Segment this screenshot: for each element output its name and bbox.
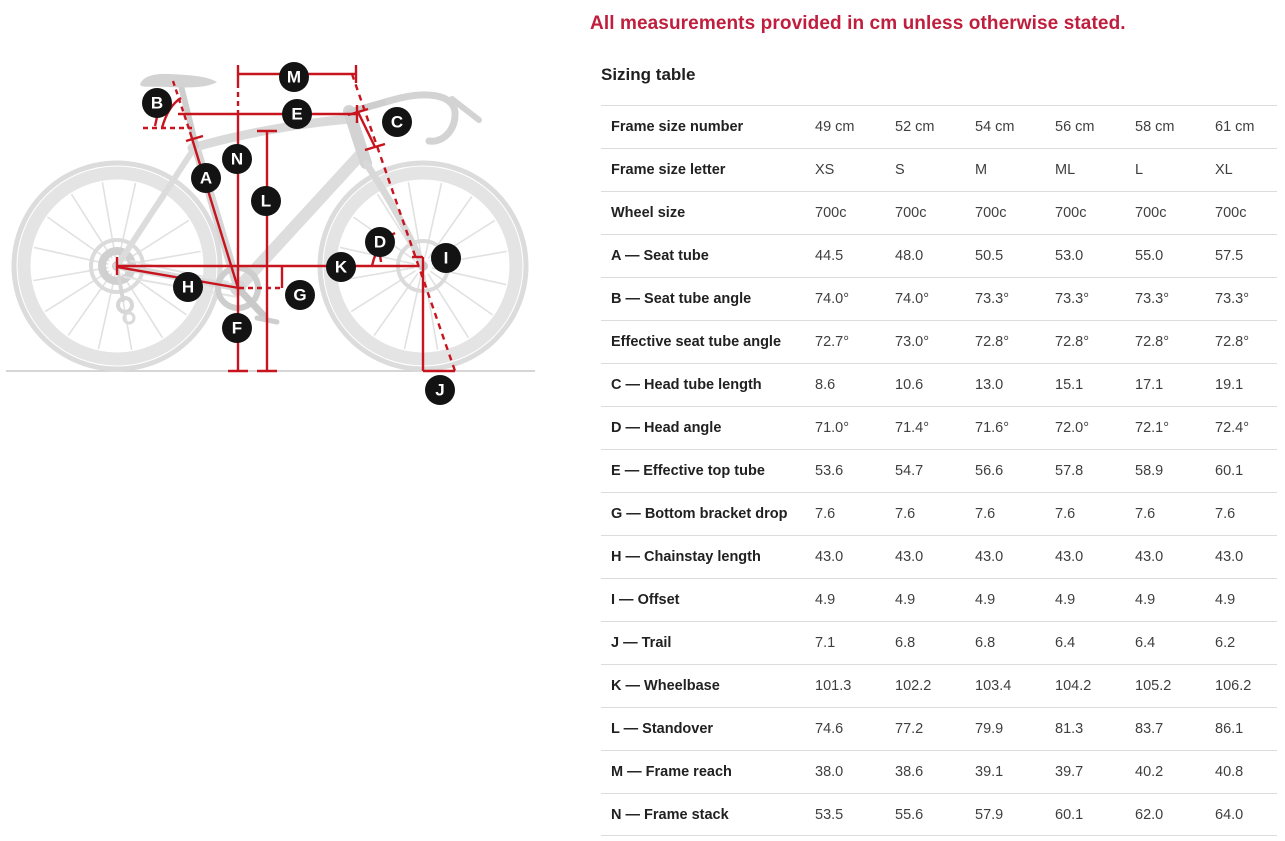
table-row <box>601 578 1277 621</box>
row-value: 57.5 <box>1215 248 1244 264</box>
row-value: 102.2 <box>895 678 932 694</box>
row-value: 53.5 <box>815 806 844 823</box>
row-label: Frame size number <box>611 119 744 135</box>
row-value: 10.6 <box>895 377 924 393</box>
row-label: L — Standover <box>611 721 714 737</box>
row-value: 53.0 <box>1055 248 1084 264</box>
row-value: 43.0 <box>895 549 924 565</box>
sizing-table-heading: Sizing table <box>601 65 696 84</box>
row-value: 72.8° <box>975 334 1010 350</box>
row-value: 72.4° <box>1215 420 1250 436</box>
row-value: 55.0 <box>1135 248 1164 264</box>
row-value: 83.7 <box>1135 721 1164 737</box>
row-value: 49 cm <box>815 119 855 135</box>
table-row <box>601 492 1277 535</box>
row-value: 54.7 <box>895 463 924 479</box>
svg-text:B: B <box>150 93 164 113</box>
row-label: G — Bottom bracket drop <box>611 506 788 522</box>
row-label: Frame size letter <box>611 162 726 178</box>
callout-H <box>173 272 203 302</box>
row-value: 61 cm <box>1215 119 1255 135</box>
row-value: 4.9 <box>1215 592 1236 608</box>
row-value: 56 cm <box>1055 119 1095 135</box>
table-row <box>601 277 1277 320</box>
row-value: XL <box>1215 162 1233 178</box>
row-value: 7.6 <box>1055 506 1076 522</box>
row-value: 52 cm <box>895 119 935 135</box>
row-value: 38.6 <box>895 764 924 780</box>
table-row <box>601 320 1277 363</box>
row-value: 55.6 <box>895 806 924 823</box>
table-row <box>601 363 1277 406</box>
table-row <box>601 750 1277 793</box>
row-value: ML <box>1055 162 1076 178</box>
row-value: 73.0° <box>895 334 930 350</box>
row-value: 7.1 <box>815 635 836 651</box>
table-row <box>601 406 1277 449</box>
row-value: 77.2 <box>895 721 924 737</box>
row-value: 103.4 <box>975 678 1012 694</box>
callout-I <box>431 243 461 273</box>
crank-arm <box>238 288 265 317</box>
svg-text:N: N <box>230 149 244 169</box>
callout-J <box>425 375 455 405</box>
row-value: 7.6 <box>895 506 916 522</box>
row-value: 6.4 <box>1055 635 1076 651</box>
row-value: 72.0° <box>1055 420 1090 436</box>
callout-B <box>142 88 172 118</box>
table-row <box>601 191 1277 234</box>
table-row <box>601 148 1277 191</box>
row-value: 106.2 <box>1215 678 1252 694</box>
row-label: D — Head angle <box>611 420 722 436</box>
row-value: 700c <box>1135 205 1167 221</box>
row-value: 4.9 <box>975 592 996 608</box>
callout-G <box>285 280 315 310</box>
row-value: 71.4° <box>895 420 930 436</box>
row-value: M <box>975 162 988 178</box>
callout-M <box>279 62 309 92</box>
row-value: 43.0 <box>1055 549 1084 565</box>
row-value: 43.0 <box>815 549 844 565</box>
callout-L <box>251 186 281 216</box>
table-row <box>601 793 1277 836</box>
svg-text:L: L <box>260 191 272 211</box>
row-value: 73.3° <box>1135 291 1170 307</box>
row-value: 101.3 <box>815 678 852 694</box>
table-row <box>601 621 1277 664</box>
row-value: 13.0 <box>975 377 1004 393</box>
row-value: 700c <box>975 205 1007 221</box>
row-value: 700c <box>895 205 927 221</box>
callout-D <box>365 227 395 257</box>
row-value: 79.9 <box>975 721 1004 737</box>
table-row <box>601 234 1277 277</box>
svg-text:F: F <box>231 318 243 338</box>
row-value: 72.1° <box>1135 420 1170 436</box>
row-value: 43.0 <box>1215 549 1244 565</box>
row-value: 74.0° <box>895 291 930 307</box>
table-row <box>601 707 1277 750</box>
sizing-table <box>601 105 1277 836</box>
row-value: 6.8 <box>895 635 916 651</box>
row-value: 7.6 <box>1215 506 1236 522</box>
svg-text:G: G <box>293 285 307 305</box>
row-label: Effective seat tube angle <box>611 334 782 350</box>
row-value: 700c <box>815 205 847 221</box>
row-label: Wheel size <box>611 205 686 221</box>
row-value: 7.6 <box>975 506 996 522</box>
row-label: H — Chainstay length <box>611 549 761 565</box>
row-label: E — Effective top tube <box>611 463 765 479</box>
row-value: 72.7° <box>815 334 850 350</box>
row-value: 64.0 <box>1215 806 1244 823</box>
row-value: 40.2 <box>1135 764 1164 780</box>
row-value: 8.6 <box>815 377 836 393</box>
row-value: 57.8 <box>1055 463 1084 479</box>
row-label: J — Trail <box>611 635 672 651</box>
row-value: 73.3° <box>975 291 1010 307</box>
row-label: A — Seat tube <box>611 248 709 264</box>
row-value: 19.1 <box>1215 377 1244 393</box>
row-value: 17.1 <box>1135 377 1164 393</box>
callout-A <box>191 163 221 193</box>
row-value: 6.4 <box>1135 635 1156 651</box>
callout-E <box>282 99 312 129</box>
table-row <box>601 449 1277 492</box>
row-value: 50.5 <box>975 248 1004 264</box>
row-value: 71.0° <box>815 420 850 436</box>
row-value: 700c <box>1055 205 1087 221</box>
row-value: 71.6° <box>975 420 1010 436</box>
row-value: 53.6 <box>815 463 844 479</box>
row-value: 81.3 <box>1055 721 1084 737</box>
bike-geometry-diagram <box>0 0 585 460</box>
row-value: 7.6 <box>815 506 836 522</box>
row-label: I — Offset <box>611 592 680 608</box>
row-label: M — Frame reach <box>611 764 732 780</box>
svg-text:C: C <box>390 112 404 132</box>
row-value: 56.6 <box>975 463 1004 479</box>
row-value: 74.0° <box>815 291 850 307</box>
row-value: XS <box>815 162 835 178</box>
svg-text:D: D <box>373 232 387 252</box>
row-value: 48.0 <box>895 248 924 264</box>
row-value: 40.8 <box>1215 764 1244 780</box>
row-value: 104.2 <box>1055 678 1092 694</box>
row-value: 44.5 <box>815 248 844 264</box>
row-label: N — Frame stack <box>611 806 729 823</box>
row-label: C — Head tube length <box>611 377 762 393</box>
row-value: 58 cm <box>1135 119 1175 135</box>
row-value: 15.1 <box>1055 377 1084 393</box>
row-label: B — Seat tube angle <box>611 291 752 307</box>
row-value: 72.8° <box>1055 334 1090 350</box>
row-value: 60.1 <box>1215 463 1244 479</box>
row-value: S <box>895 162 905 178</box>
row-value: 4.9 <box>895 592 916 608</box>
row-value: 58.9 <box>1135 463 1164 479</box>
row-value: 105.2 <box>1135 678 1172 694</box>
row-value: 4.9 <box>1135 592 1156 608</box>
svg-text:A: A <box>199 168 213 188</box>
row-value: 74.6 <box>815 721 844 737</box>
svg-text:H: H <box>181 277 195 297</box>
row-value: 38.0 <box>815 764 844 780</box>
callout-C <box>382 107 412 137</box>
seatpost <box>181 86 196 146</box>
row-value: L <box>1135 162 1144 178</box>
top-tube <box>192 119 351 148</box>
callout-K <box>326 252 356 282</box>
row-value: 62.0 <box>1135 806 1164 823</box>
row-value: 6.8 <box>975 635 996 651</box>
svg-text:I: I <box>443 248 449 268</box>
row-value: 39.1 <box>975 764 1004 780</box>
svg-text:M: M <box>286 67 302 87</box>
row-value: 700c <box>1215 205 1247 221</box>
svg-text:J: J <box>435 380 445 400</box>
row-value: 7.6 <box>1135 506 1156 522</box>
row-value: 43.0 <box>975 549 1004 565</box>
row-value: 43.0 <box>1135 549 1164 565</box>
row-value: 72.8° <box>1215 334 1250 350</box>
measurements-notice: All measurements provided in cm unless otherwise stated. <box>590 13 1126 34</box>
row-value: 6.2 <box>1215 635 1236 651</box>
row-value: 57.9 <box>975 806 1004 823</box>
table-row <box>601 664 1277 707</box>
row-value: 86.1 <box>1215 721 1244 737</box>
row-value: 72.8° <box>1135 334 1170 350</box>
table-row <box>601 105 1277 148</box>
row-value: 39.7 <box>1055 764 1084 780</box>
row-value: 4.9 <box>815 592 836 608</box>
row-value: 54 cm <box>975 119 1015 135</box>
svg-text:E: E <box>291 104 303 124</box>
row-value: 4.9 <box>1055 592 1076 608</box>
row-label: K — Wheelbase <box>611 678 720 694</box>
saddle <box>140 74 217 88</box>
callout-F <box>222 313 252 343</box>
row-value: 60.1 <box>1055 806 1084 823</box>
svg-text:K: K <box>334 257 348 277</box>
bike-illustration <box>14 74 526 369</box>
callout-N <box>222 144 252 174</box>
bike-geometry-svg <box>0 0 585 460</box>
table-row <box>601 535 1277 578</box>
row-value: 73.3° <box>1215 291 1250 307</box>
derailleur-pulley-lower <box>124 313 134 323</box>
row-value: 73.3° <box>1055 291 1090 307</box>
